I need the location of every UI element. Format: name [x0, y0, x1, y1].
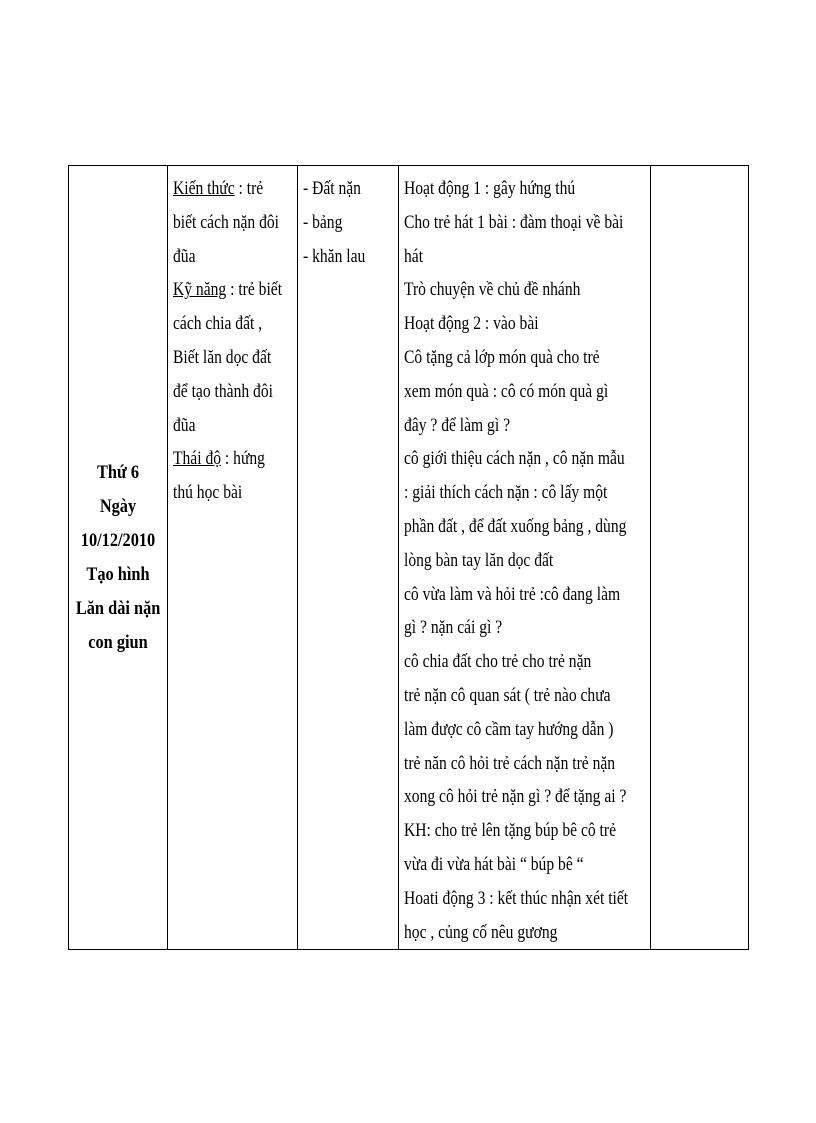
subject: Tạo hình — [86, 563, 150, 585]
activity-line: xem món quà : cô có món quà gì — [404, 380, 609, 402]
objective-line — [173, 172, 271, 206]
date: 10/12/2010 — [80, 529, 156, 551]
notes-cell — [651, 166, 749, 950]
day-cell — [69, 166, 168, 950]
activity-line: làm được cô cầm tay hướng dẫn ) — [404, 718, 614, 740]
activity-line: vừa đi vừa hát bài “ búp bê “ — [404, 853, 584, 875]
activity-line: học , củng cố nêu gương — [404, 921, 558, 943]
activity-line: cô giới thiệu cách nặn , cô nặn mẫu — [404, 448, 625, 470]
objective-line — [173, 273, 283, 307]
activity-line: Hoạt động 2 : vào bài — [404, 313, 539, 335]
weekday: Thứ 6 — [96, 461, 140, 483]
skill-text: : trẻ biết — [226, 279, 283, 301]
activity-line: lòng bàn tay lăn dọc đất — [404, 549, 554, 571]
activity-line: cô chia đất cho trẻ cho trẻ nặn — [404, 651, 592, 673]
objective-line: để tạo thành đôi — [173, 380, 273, 402]
activity-line: Cho trẻ hát 1 bài : đàm thoại về bài — [404, 211, 624, 233]
materials-cell — [298, 166, 399, 950]
material-item: - Đất nặn — [303, 178, 361, 199]
date-prefix: Ngày — [99, 495, 137, 517]
objective-line: cách chia đất , — [173, 313, 263, 335]
lesson-plan-table — [68, 165, 749, 950]
activity-line: đây ? để làm gì ? — [404, 414, 510, 436]
activity-line: Trò chuyện về chủ đề nhánh — [404, 279, 581, 301]
activity-line: Hoati động 3 : kết thúc nhận xét tiết — [404, 887, 629, 909]
attitude-label: Thái độ — [173, 448, 222, 470]
objective-line: Biết lăn dọc đất — [173, 346, 272, 368]
activities-cell — [399, 166, 651, 950]
objectives-cell — [168, 166, 298, 950]
knowledge-label: Kiến thức — [173, 178, 235, 199]
activity-line: Cô tặng cả lớp món quà cho trẻ — [404, 346, 600, 368]
activity-line: xong cô hỏi trẻ nặn gì ? để tặng ai ? — [404, 786, 627, 808]
activity-line: cô vừa làm và hỏi trẻ :cô đang làm — [404, 583, 621, 605]
objective-line: thú học bài — [173, 482, 243, 504]
activity-line: gì ? nặn cái gì ? — [404, 617, 503, 639]
skill-label: Kỹ năng — [173, 279, 227, 301]
activity-line: trẻ nặn cô quan sát ( trẻ nào chưa — [404, 684, 611, 706]
lesson-row — [69, 166, 749, 950]
material-item: - bảng — [303, 211, 343, 233]
activity-line: KH: cho trẻ lên tặng búp bê cô trẻ — [404, 820, 616, 842]
activity-line: : giải thích cách nặn : cô lấy một — [404, 482, 608, 504]
materials-list — [298, 166, 398, 273]
objective-line: biết cách nặn đôi — [173, 211, 279, 233]
objective-line: đũa — [173, 245, 196, 267]
objectives-text — [168, 166, 297, 510]
topic-line-2: con giun — [88, 631, 148, 653]
objective-line: đũa — [173, 414, 196, 436]
activity-line: trẻ năn cô hỏi trẻ cách nặn trẻ nặn — [404, 752, 616, 774]
topic-line-1: Lăn dài nặn — [75, 597, 161, 619]
material-item: - khăn lau — [303, 245, 366, 267]
attitude-text: : hứng — [221, 448, 265, 470]
activity-line: phần đất , để đất xuống bảng , dùng — [404, 515, 627, 537]
activity-line: hát — [404, 245, 424, 267]
objective-line — [173, 442, 271, 476]
knowledge-text: : trẻ — [234, 178, 264, 199]
activities-text — [399, 166, 650, 949]
activity-line: Hoạt động 1 : gây hứng thú — [404, 178, 576, 199]
